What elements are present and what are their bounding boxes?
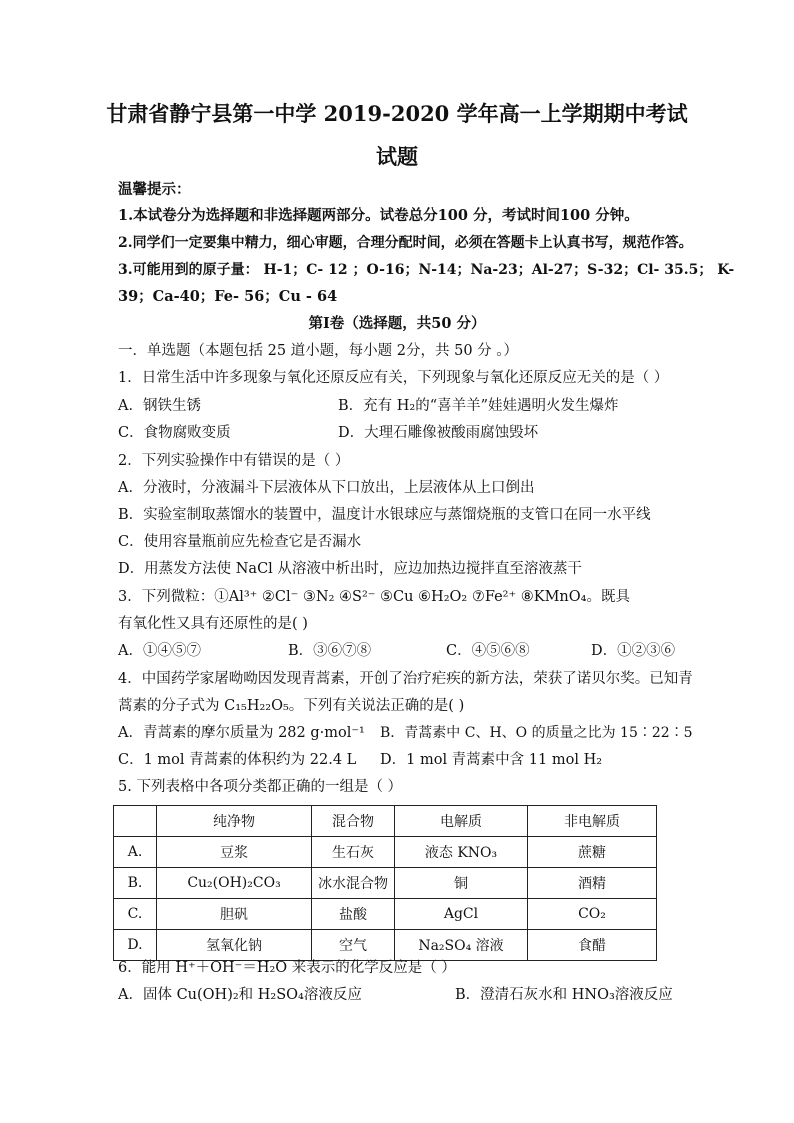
table-header-cell bbox=[114, 806, 157, 837]
q6-option-a: A．固体 Cu(OH)₂和 H₂SO₄溶液反应 bbox=[118, 987, 362, 1003]
exam-title-line1: 甘肃省静宁县第一中学 2019-2020 学年高一上学期期中考试 bbox=[106, 101, 688, 126]
table-cell: Cu₂(OH)₂CO₃ bbox=[157, 868, 312, 899]
table-cell: C. bbox=[114, 899, 157, 930]
table-row bbox=[114, 899, 657, 930]
table-cell: Na₂SO₄ 溶液 bbox=[395, 930, 528, 961]
table-header-row bbox=[114, 806, 657, 837]
table-cell: 空气 bbox=[312, 930, 395, 961]
table-cell: 豆浆 bbox=[157, 837, 312, 868]
table-cell: 蔗糖 bbox=[528, 837, 657, 868]
q3-option-c: C．④⑤⑥⑧ bbox=[446, 643, 530, 659]
q5-classification-table bbox=[113, 805, 657, 961]
q2-option-d: D．用蒸发方法使 NaCl 从溶液中析出时，应边加热边搅拌直至溶液蒸干 bbox=[118, 561, 582, 577]
section-heading: 第Ⅰ卷（选择题，共50 分） bbox=[308, 315, 486, 332]
table-cell: AgCl bbox=[395, 899, 528, 930]
tip-2: 2.同学们一定要集中精力，细心审题，合理分配时间，必须在答题卡上认真书写，规范作答。 bbox=[118, 235, 693, 251]
table-cell: A. bbox=[114, 837, 157, 868]
q2-option-a: A．分液时，分液漏斗下层液体从下口放出，上层液体从上口倒出 bbox=[118, 480, 535, 496]
table-cell: 液态 KNO₃ bbox=[395, 837, 528, 868]
q2-option-b: B．实验室制取蒸馏水的装置中，温度计水银球应与蒸馏烧瓶的支管口在同一水平线 bbox=[118, 507, 651, 523]
table-header-cell: 非电解质 bbox=[528, 806, 657, 837]
table-cell: 冰水混合物 bbox=[312, 868, 395, 899]
tip-3b: 39；Ca-40；Fe- 56；Cu - 64 bbox=[118, 288, 338, 305]
q3-option-b: B．③⑥⑦⑧ bbox=[288, 643, 372, 659]
q4-option-d: D．1 mol 青蒿素中含 11 mol H₂ bbox=[380, 752, 603, 768]
q1-stem: 1．日常生活中许多现象与氧化还原反应有关，下列现象与氧化还原反应无关的是（ ） bbox=[118, 370, 669, 386]
q4-option-a: A．青蒿素的摩尔质量为 282 g·mol⁻¹ bbox=[118, 725, 365, 741]
tips-heading: 温馨提示： bbox=[118, 181, 191, 198]
table-row bbox=[114, 837, 657, 868]
q4-stem-line2: 蒿素的分子式为 C₁₅H₂₂O₅。下列有关说法正确的是( ) bbox=[118, 698, 465, 714]
table-header-cell: 混合物 bbox=[312, 806, 395, 837]
table-cell: 食醋 bbox=[528, 930, 657, 961]
table-cell: 氢氧化钠 bbox=[157, 930, 312, 961]
q6-option-b: B．澄清石灰水和 HNO₃溶液反应 bbox=[455, 987, 673, 1003]
table-row bbox=[114, 868, 657, 899]
table-cell: 酒精 bbox=[528, 868, 657, 899]
table-cell: CO₂ bbox=[528, 899, 657, 930]
table-row bbox=[114, 930, 657, 961]
table-header-cell: 电解质 bbox=[395, 806, 528, 837]
q5-stem: 5. 下列表格中各项分类都正确的一组是（ ） bbox=[118, 779, 403, 795]
tip-3a: 3.可能用到的原子量： H-1；C- 12 ；O-16；N-14；Na-23；Al-27；S-32；Cl- 35.5； K- bbox=[118, 262, 735, 278]
table-cell: 胆矾 bbox=[157, 899, 312, 930]
q3-stem-line2: 有氧化性又具有还原性的是( ) bbox=[118, 616, 308, 632]
exam-title-line2: 试题 bbox=[376, 144, 418, 169]
q4-option-b: B．青蒿素中 C、H、O 的质量之比为 15∶22∶5 bbox=[380, 725, 693, 741]
q3-option-d: D．①②③⑥ bbox=[591, 643, 676, 659]
q4-option-c: C．1 mol 青蒿素的体积约为 22.4 L bbox=[118, 752, 357, 768]
table-cell: B. bbox=[114, 868, 157, 899]
q2-option-c: C．使用容量瓶前应先检查它是否漏水 bbox=[118, 534, 362, 550]
section-subheading: 一．单选题（本题包括 25 道小题，每小题 2分，共 50 分 。） bbox=[118, 343, 519, 359]
table-cell: D. bbox=[114, 930, 157, 961]
q1-option-d: D．大理石雕像被酸雨腐蚀毁坏 bbox=[338, 425, 539, 441]
q1-option-c: C．食物腐败变质 bbox=[118, 425, 231, 441]
table-cell: 铜 bbox=[395, 868, 528, 899]
q2-stem: 2．下列实验操作中有错误的是（ ） bbox=[118, 453, 350, 469]
q4-stem-line1: 4．中国药学家屠呦呦因发现青蒿素，开创了治疗疟疾的新方法，荣获了诺贝尔奖。已知青 bbox=[118, 671, 693, 687]
q3-stem-line1: 3．下列微粒：①Al³⁺ ②Cl⁻ ③N₂ ④S²⁻ ⑤Cu ⑥H₂O₂ ⑦Fe²⁺ ⑧KMnO₄。既具 bbox=[118, 589, 630, 605]
table-cell: 盐酸 bbox=[312, 899, 395, 930]
q6-stem: 6．能用 H⁺＋OH⁻＝H₂O 来表示的化学反应是（ ） bbox=[118, 960, 456, 976]
q1-option-b: B．充有 H₂的“喜羊羊”娃娃遇明火发生爆炸 bbox=[338, 398, 619, 414]
tip-1: 1.本试卷分为选择题和非选择题两部分。试卷总分100 分，考试时间100 分钟。 bbox=[118, 207, 639, 224]
q3-option-a: A．①④⑤⑦ bbox=[118, 643, 201, 659]
table-header-cell: 纯净物 bbox=[157, 806, 312, 837]
q1-option-a: A．钢铁生锈 bbox=[118, 398, 201, 414]
table-cell: 生石灰 bbox=[312, 837, 395, 868]
